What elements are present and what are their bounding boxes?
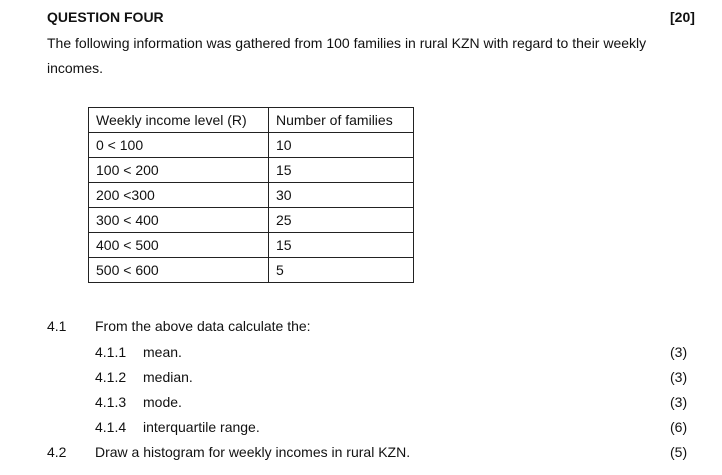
table-cell-income: 300 < 400 bbox=[89, 208, 269, 233]
table-row bbox=[89, 233, 414, 258]
table-row bbox=[89, 258, 414, 283]
table-row bbox=[89, 183, 414, 208]
subquestion-marks: (3) bbox=[670, 344, 688, 360]
question-title: QUESTION FOUR bbox=[47, 9, 164, 25]
table-row bbox=[89, 208, 414, 233]
table-cell-families: 30 bbox=[269, 183, 414, 208]
table-header-income: Weekly income level (R) bbox=[89, 108, 269, 133]
subquestion-text: mode. bbox=[143, 394, 182, 410]
table-cell-families: 10 bbox=[269, 133, 414, 158]
question-4-1-number: 4.1 bbox=[47, 318, 67, 334]
table-cell-income: 400 < 500 bbox=[89, 233, 269, 258]
subquestion-marks: (6) bbox=[670, 419, 688, 435]
table-row bbox=[89, 158, 414, 183]
table-cell-income: 200 <300 bbox=[89, 183, 269, 208]
subquestion-number: 4.1.4 bbox=[95, 419, 127, 435]
question-4-2-marks: (5) bbox=[670, 444, 688, 460]
subquestion-number: 4.1.2 bbox=[95, 369, 127, 385]
subquestion-text: mean. bbox=[143, 344, 182, 360]
subquestion-number: 4.1.1 bbox=[95, 344, 127, 360]
total-marks: [20] bbox=[670, 9, 695, 25]
subquestion-marks: (3) bbox=[670, 394, 688, 410]
subquestion-text: interquartile range. bbox=[143, 419, 260, 435]
subquestion-marks: (3) bbox=[670, 369, 688, 385]
subquestion-text: median. bbox=[143, 369, 193, 385]
table-cell-families: 25 bbox=[269, 208, 414, 233]
question-4-2-text: Draw a histogram for weekly incomes in rural KZN. bbox=[95, 444, 411, 460]
table-cell-income: 0 < 100 bbox=[89, 133, 269, 158]
table-cell-income: 100 < 200 bbox=[89, 158, 269, 183]
intro-line-2: incomes. bbox=[47, 60, 104, 76]
question-4-2-number: 4.2 bbox=[47, 444, 67, 460]
table-cell-families: 15 bbox=[269, 233, 414, 258]
table-cell-families: 5 bbox=[269, 258, 414, 283]
question-4-1-text: From the above data calculate the: bbox=[95, 318, 311, 334]
subquestion-number: 4.1.3 bbox=[95, 394, 127, 410]
intro-line-1: The following information was gathered from 100 families in rural KZN with regard to their weekly bbox=[47, 35, 647, 51]
table-row bbox=[89, 133, 414, 158]
table-header-row bbox=[89, 108, 414, 133]
table-cell-income: 500 < 600 bbox=[89, 258, 269, 283]
table-cell-families: 15 bbox=[269, 158, 414, 183]
income-table bbox=[88, 107, 414, 283]
table-header-families: Number of families bbox=[269, 108, 414, 133]
